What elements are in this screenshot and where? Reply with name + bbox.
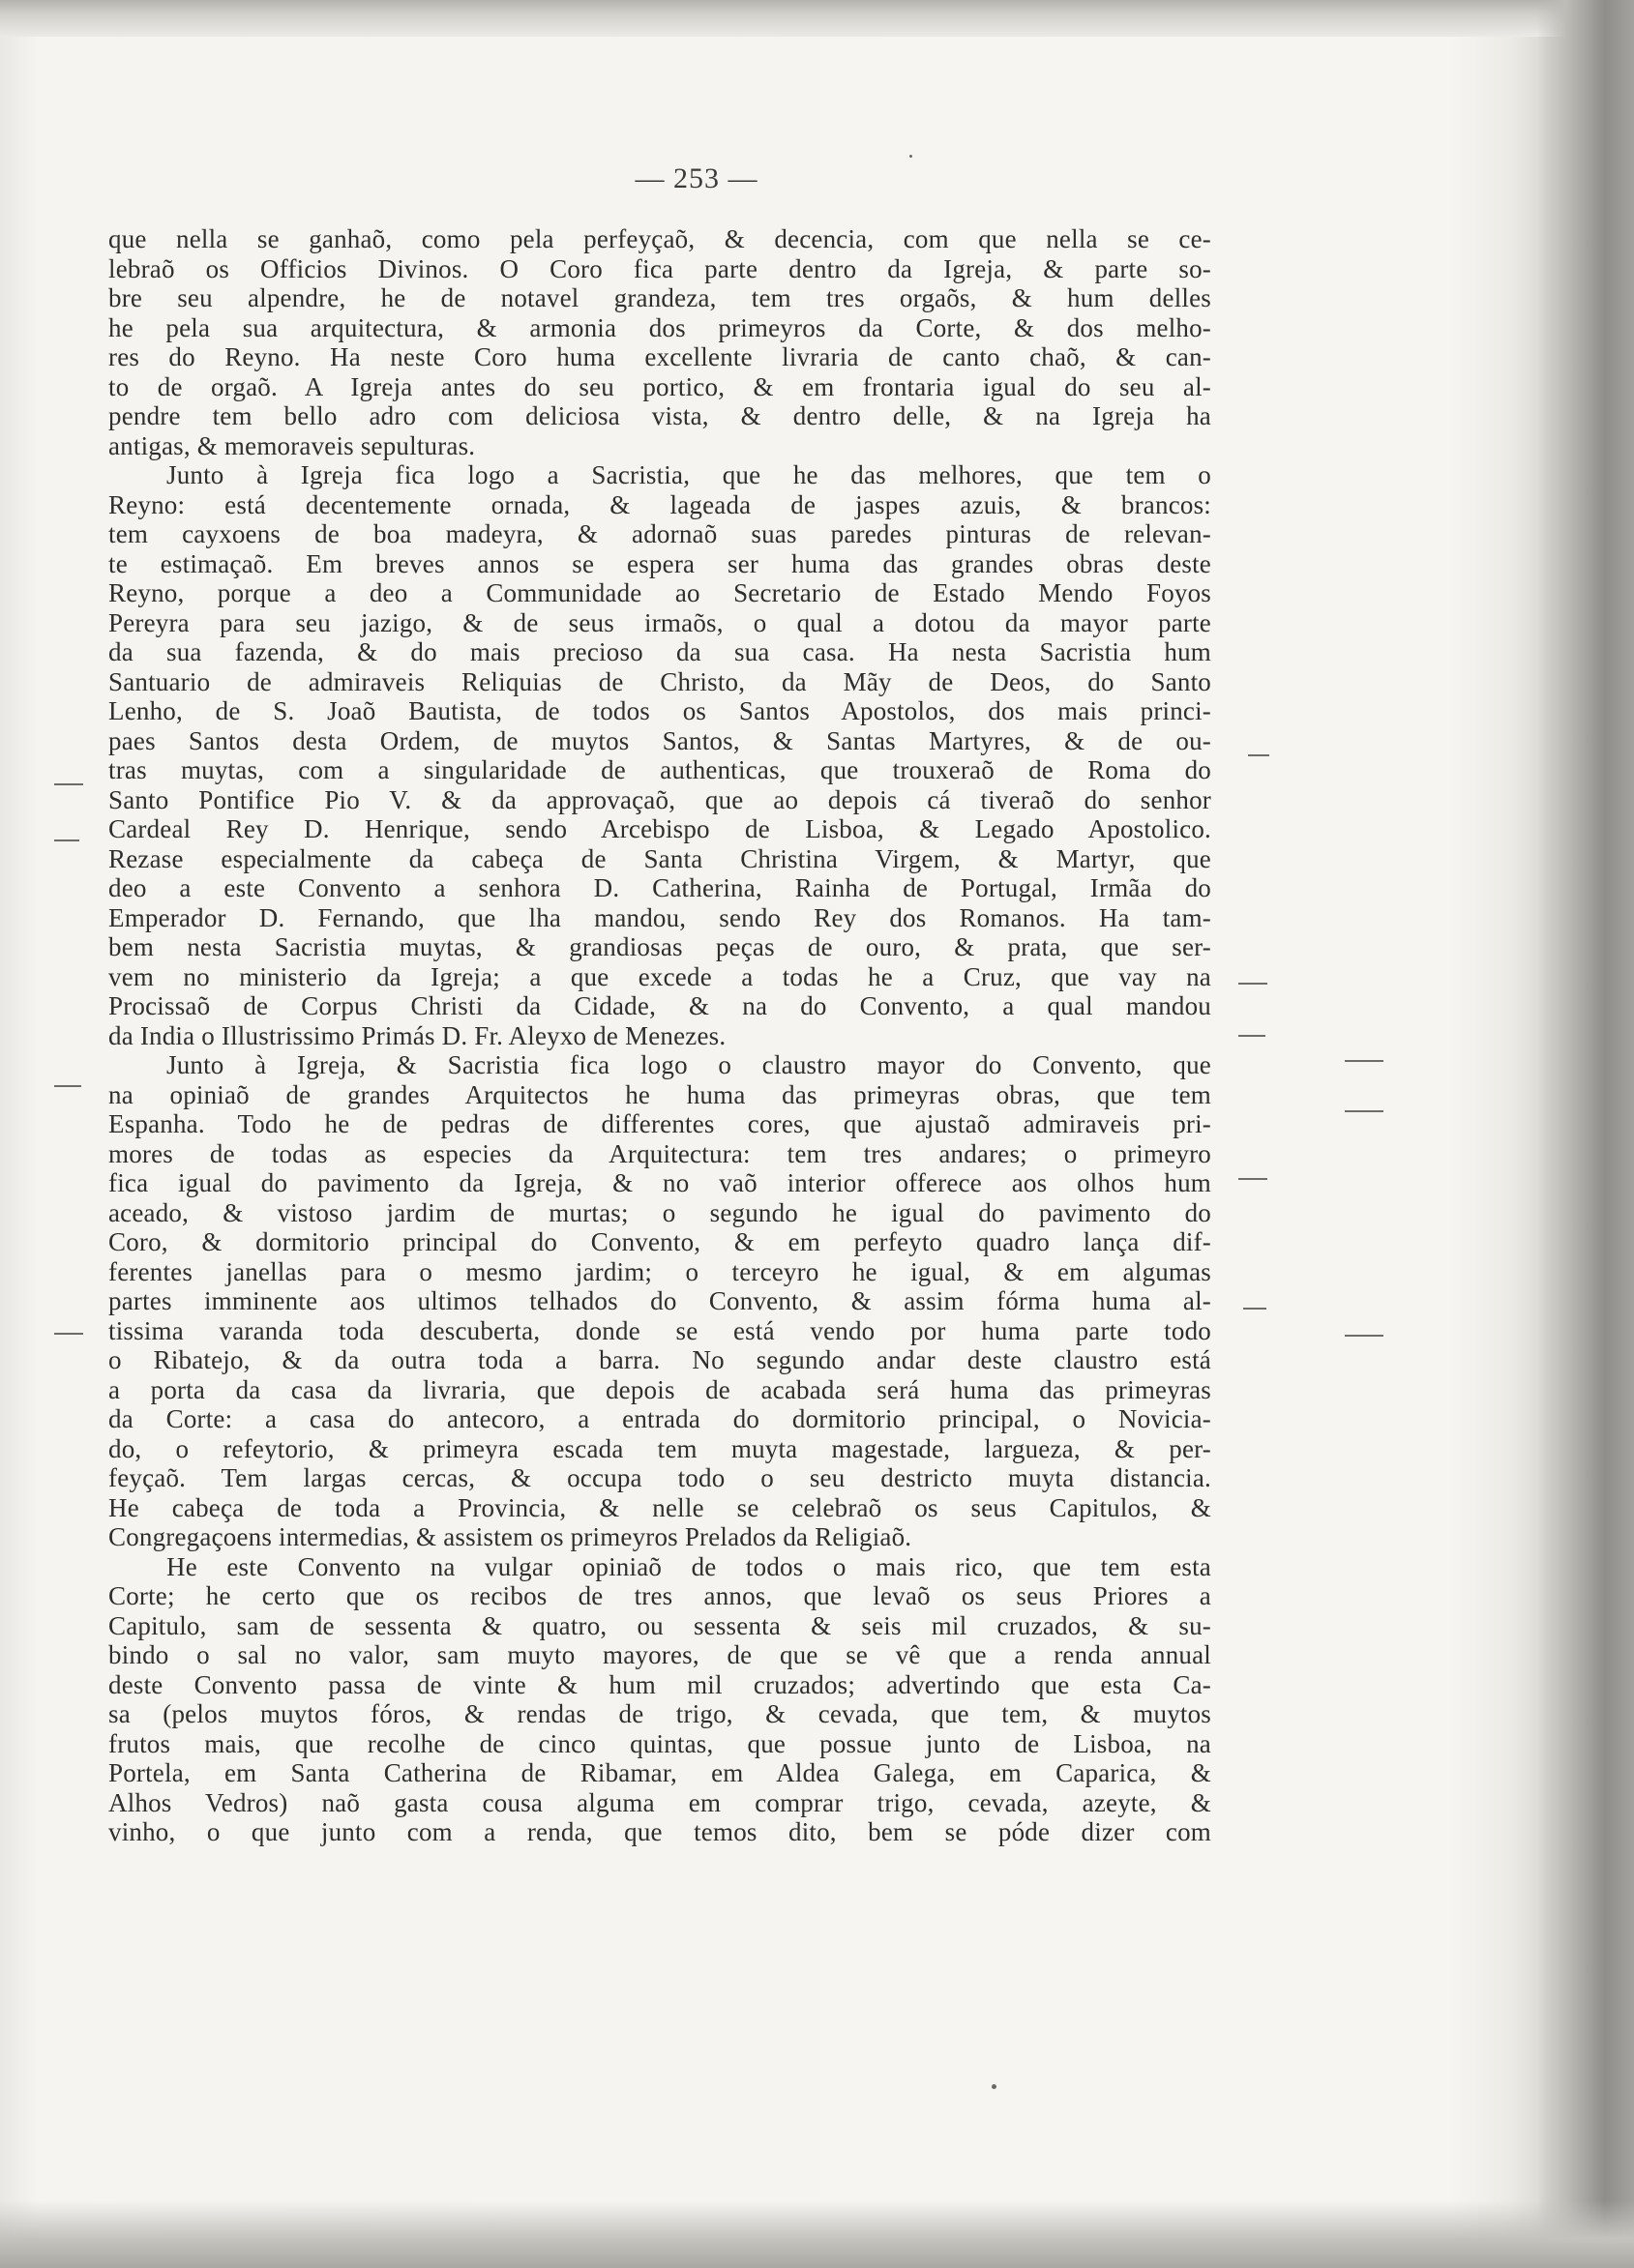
text-line: Junto à Igreja fica logo a Sacristia, que he das melhores, que tem o	[166, 460, 1211, 489]
margin-mark	[1238, 1178, 1267, 1180]
text-line: Cardeal Rey D. Henrique, sendo Arcebispo de Lisboa, & Legado Apostolico.	[108, 814, 1211, 843]
scan-edge-top	[0, 0, 1634, 37]
margin-mark	[54, 783, 83, 785]
scan-edge-right	[1537, 0, 1634, 2268]
scan-edge-bottom	[0, 2200, 1634, 2268]
text-line: feyçaõ. Tem largas cercas, & occupa todo o seu destricto muyta distancia.	[108, 1463, 1211, 1492]
margin-mark	[1238, 983, 1267, 985]
text-line: tras muytas, com a singularidade de authenticas, que trouxeraõ de Roma do	[108, 755, 1211, 784]
text-line: Portela, em Santa Catherina de Ribamar, em Aldea Galega, em Caparica, &	[108, 1758, 1211, 1787]
margin-mark	[1345, 1110, 1383, 1112]
margin-mark	[1238, 1035, 1265, 1037]
text-line: He este Convento na vulgar opiniaõ de todos o mais rico, que tem esta	[166, 1551, 1211, 1581]
scan-speck	[909, 155, 912, 158]
text-line: bem nesta Sacristia muytas, & grandiosas peças de ouro, & prata, que ser-	[108, 932, 1211, 961]
text-line: frutos mais, que recolhe de cinco quintas, que possue junto de Lisboa, na	[108, 1728, 1211, 1758]
text-line: o Ribatejo, & da outra toda a barra. No segundo andar deste claustro está	[108, 1345, 1211, 1374]
text-line: vem no ministerio da Igreja; a que excede a todas he a Cruz, que vay na	[108, 961, 1211, 991]
body-text	[108, 224, 1211, 1847]
text-line: bindo o sal no valor, sam muyto mayores, de que se vê que a renda annual	[108, 1640, 1211, 1669]
text-line: fica igual do pavimento da Igreja, & no vaõ interior offerece aos olhos hum	[108, 1168, 1211, 1197]
text-line: partes imminente aos ultimos telhados do Convento, & assim fórma huma al-	[108, 1286, 1211, 1315]
text-line: da India o Illustrissimo Primás D. Fr. Aleyxo de Menezes.	[108, 1020, 727, 1050]
text-line: Capitulo, sam de sessenta & quatro, ou sessenta & seis mil cruzados, & su-	[108, 1610, 1211, 1640]
text-line: mores de todas as especies da Arquitectura: tem tres andares; o primeyro	[108, 1138, 1211, 1168]
margin-mark	[54, 1085, 81, 1087]
text-line: He cabeça de toda a Provincia, & nelle se celebraõ os seus Capitulos, &	[108, 1492, 1211, 1522]
text-line: to de orgaõ. A Igreja antes do seu portico, & em frontaria igual do seu al-	[108, 371, 1211, 401]
text-line: pendre tem bello adro com deliciosa vista, & dentro delle, & na Igreja ha	[108, 401, 1211, 430]
text-line: na opiniaõ de grandes Arquitectos he huma das primeyras obras, que tem	[108, 1079, 1211, 1109]
text-line: aceado, & vistoso jardim de murtas; o segundo he igual do pavimento do	[108, 1197, 1211, 1227]
text-line: Reyno: está decentemente ornada, & lageada de jaspes azuis, & brancos:	[108, 489, 1211, 519]
text-line: ferentes janellas para o mesmo jardim; o terceyro he igual, & em algumas	[108, 1256, 1211, 1286]
text-line: Espanha. Todo he de pedras de differentes cores, que ajustaõ admiraveis pri-	[108, 1109, 1211, 1138]
margin-mark	[1345, 1060, 1383, 1062]
text-line: antigas, & memoraveis sepulturas.	[108, 430, 476, 460]
text-line: deo a este Convento a senhora D. Catherina, Rainha de Portugal, Irmãa do	[108, 873, 1211, 902]
margin-mark	[1345, 1335, 1383, 1337]
text-line: a porta da casa da livraria, que depois de acabada será huma das primeyras	[108, 1374, 1211, 1404]
page-number: — 253 —	[635, 162, 758, 194]
text-line: lebraõ os Officios Divinos. O Coro fica parte dentro da Igreja, & parte so-	[108, 253, 1211, 283]
text-line: Lenho, de S. Joaõ Bautista, de todos os Santos Apostolos, dos mais princi-	[108, 696, 1211, 725]
margin-mark	[1243, 1308, 1266, 1310]
margin-mark	[1248, 754, 1269, 756]
scan-speck	[992, 2084, 996, 2089]
text-line: da Corte: a casa do antecoro, a entrada do dormitorio principal, o Novicia-	[108, 1404, 1211, 1433]
text-line: he pela sua arquitectura, & armonia dos primeyros da Corte, & dos melho-	[108, 312, 1211, 342]
text-line: do, o refeytorio, & primeyra escada tem muyta magestade, largueza, & per-	[108, 1433, 1211, 1463]
text-line: Procissaõ de Corpus Christi da Cidade, & na do Convento, a qual mandou	[108, 991, 1211, 1020]
text-line: Emperador D. Fernando, que lha mandou, sendo Rey dos Romanos. Ha tam-	[108, 902, 1211, 932]
text-line: Santuario de admiraveis Reliquias de Christo, da Mãy de Deos, do Santo	[108, 666, 1211, 696]
text-line: sa (pelos muytos fóros, & rendas de trigo, & cevada, que tem, & muytos	[108, 1699, 1211, 1728]
margin-mark	[54, 839, 79, 841]
text-line: da sua fazenda, & do mais precioso da sua casa. Ha nesta Sacristia hum	[108, 637, 1211, 666]
text-line: Pereyra para seu jazigo, & de seus irmaõs, o qual a dotou da mayor parte	[108, 607, 1211, 637]
text-line: tissima varanda toda descuberta, donde se está vendo por huma parte todo	[108, 1315, 1211, 1345]
text-line: Congregaçoens intermedias, & assistem os primeyros Prelados da Religiaõ.	[108, 1522, 912, 1551]
text-line: te estimaçaõ. Em breves annos se espera ser huma das grandes obras deste	[108, 548, 1211, 578]
text-line: bre seu alpendre, he de notavel grandeza, tem tres orgaõs, & hum delles	[108, 283, 1211, 312]
text-line: Rezase especialmente da cabeça de Santa Christina Virgem, & Martyr, que	[108, 843, 1211, 873]
text-line: paes Santos desta Ordem, de muytos Santos, & Santas Martyres, & de ou-	[108, 725, 1211, 755]
text-line: Junto à Igreja, & Sacristia fica logo o claustro mayor do Convento, que	[166, 1050, 1211, 1079]
text-line: Santo Pontifice Pio V. & da approvaçaõ, que ao depois cá tiveraõ do senhor	[108, 784, 1211, 814]
text-line: vinho, o que junto com a renda, que temos dito, bem se póde dizer com	[108, 1817, 1211, 1846]
text-line: Alhos Vedros) naõ gasta cousa alguma em comprar trigo, cevada, azeyte, &	[108, 1787, 1211, 1817]
text-line: que nella se ganhaõ, como pela perfeyçaõ, & decencia, com que nella se ce-	[108, 224, 1211, 253]
text-line: deste Convento passa de vinte & hum mil cruzados; advertindo que esta Ca-	[108, 1669, 1211, 1699]
text-line: tem cayxoens de boa madeyra, & adornaõ suas paredes pinturas de relevan-	[108, 519, 1211, 548]
text-line: res do Reyno. Ha neste Coro huma excellente livraria de canto chaõ, & can-	[108, 342, 1211, 371]
margin-mark	[54, 1333, 83, 1335]
text-line: Corte; he certo que os recibos de tres annos, que levaõ os seus Priores a	[108, 1581, 1211, 1610]
text-line: Coro, & dormitorio principal do Convento, & em perfeyto quadro lança dif-	[108, 1227, 1211, 1256]
text-line: Reyno, porque a deo a Communidade ao Secretario de Estado Mendo Foyos	[108, 578, 1211, 607]
